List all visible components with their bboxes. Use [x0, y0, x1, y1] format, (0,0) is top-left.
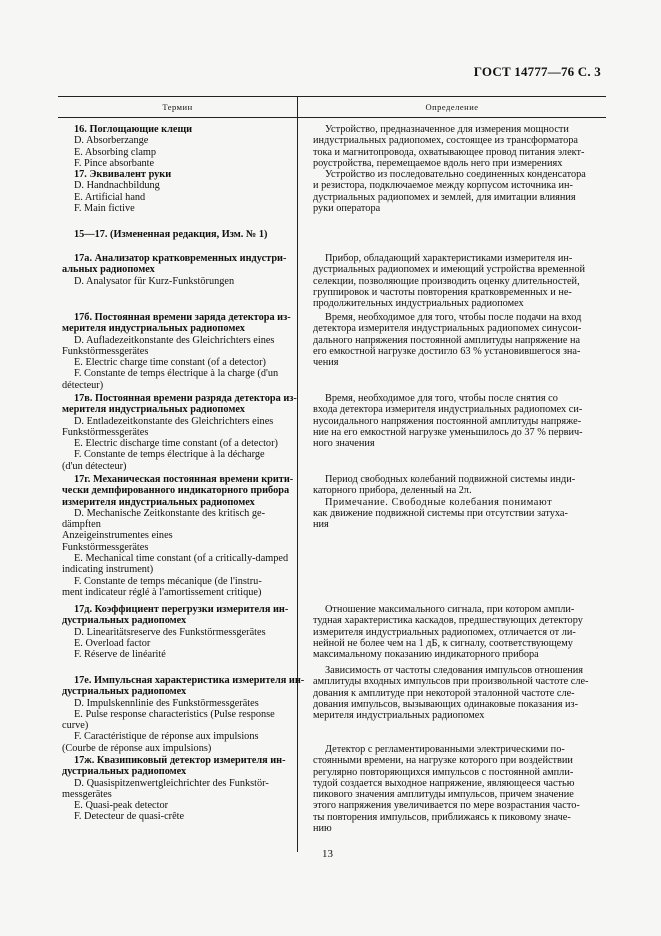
definition-line: ты повторения импульсов, приближаясь к пиковому значе-: [313, 811, 571, 823]
table-top-rule: [58, 96, 606, 97]
definition-line: Отношение максимального сигнала, при котором ампли-: [325, 604, 575, 615]
definition-line: группировок и частоты повторения кратковременных и не-: [313, 286, 572, 298]
term-fr-cont: ment indicateur réglé à l'amortissement critique): [62, 586, 262, 598]
term-17a: [62, 253, 292, 287]
term-en: E. Electric discharge time constant (of a detector): [74, 438, 278, 450]
term-title: 17г. Механическая постоянная времени крити-: [74, 474, 294, 485]
definition-line: дования импульсов, вызывающих одинаковые показания из-: [313, 698, 579, 710]
term-de-cont: Funkstörmessgerätes: [62, 426, 149, 438]
definition-line: мерителя индустриальных радиопомех: [313, 710, 485, 722]
term-en: E. Artificial hand: [74, 191, 146, 203]
term-de-cont: dämpften: [62, 519, 101, 531]
term-17b: [62, 312, 292, 391]
term-fr: F. Caractéristique de réponse aux impulsions: [74, 731, 259, 743]
term-de: D. Aufladezeitkonstante des Gleichrichters eines: [74, 334, 275, 346]
definition-line: дустриальных радиопомех и имеющий устройства временной: [313, 264, 585, 276]
column-header-term: Термин: [162, 102, 193, 112]
term-17e: [62, 675, 305, 754]
term-de: D. Analysator für Kurz-Funkstörungen: [74, 275, 235, 287]
term-de: D. Absorberzange: [74, 135, 149, 147]
term-fr-cont: détecteur): [62, 379, 104, 391]
term-de: D. Impulskennlinie des Funkstörmessgerätes: [74, 697, 259, 709]
term-de-cont: Anzeigeinstrumentes eines: [62, 530, 173, 542]
term-17zh: [62, 755, 292, 823]
term-title: 17а. Анализатор кратковременных индустри-: [74, 253, 287, 264]
definition-line: этого напряжения увеличивается по мере возрастания часто-: [313, 800, 580, 812]
term-title: 17д. Коэффициент перегрузки измерителя ин-: [74, 604, 289, 615]
column-header-definition: Определение: [425, 102, 479, 112]
term-fr: F. Constante de temps électrique à la charge (d'un: [74, 368, 279, 380]
definition-line: Устройство, предназначенное для измерения мощности: [325, 124, 569, 135]
term-en: E. Electric charge time constant (of a detector): [74, 357, 266, 369]
term-17v: [62, 393, 297, 472]
term-en: E. Quasi-peak detector: [74, 800, 169, 812]
definition-line: входа детектора измерителя индустриальных радиопомех си-: [313, 404, 583, 416]
definition-17v: [313, 393, 605, 449]
definition-line: продолжительных индустриальных радиопомех: [313, 298, 524, 310]
term-title: 16. Поглощающие клещи: [74, 124, 193, 135]
term-fr: F. Constante de temps électrique à la décharge: [74, 449, 265, 461]
definition-16: [313, 124, 605, 169]
header-rule: [58, 117, 606, 118]
term-fr: F. Pince absorbante: [74, 157, 155, 169]
definition-17e: [313, 665, 605, 721]
definition-line: роустройства, перемещаемое вдоль него при измерениях: [313, 157, 563, 169]
definition-17g: [313, 474, 605, 530]
definition-line: стоянными времени, на нагрузке которого при воздействии: [313, 755, 573, 767]
definition-line: Устройство из последовательно соединенных конденсатора: [325, 169, 586, 180]
definition-line: Зависимость от частоты следования импульсов отношения: [325, 665, 584, 676]
term-title-cont: чески демпфированного индикаторного прибора: [62, 485, 290, 497]
term-title-cont: измерителя индустриальных радиопомех: [62, 496, 255, 508]
definition-line: дального напряжения постоянной амплитуды напряжение на: [313, 334, 581, 346]
term-title-cont: дустриальных радиопомех: [62, 686, 187, 698]
definition-line: нию: [313, 823, 332, 835]
term-17g: [62, 474, 292, 598]
term-de-cont: Funkstörmessgerätes: [62, 345, 149, 357]
term-en-cont: curve): [62, 720, 89, 732]
definition-line: тудная характеристика каскадов, предшествующих детектору: [313, 615, 583, 627]
term-title-cont: дустриальных радиопомех: [62, 766, 187, 778]
definition-line: дустриальных радиопомех и землей, для имитации влияния: [313, 191, 576, 203]
definition-line: нусоидального напряжения постоянной амплитуды напряже-: [313, 415, 582, 427]
term-de: D. Entladezeitkonstante des Gleichrichters eines: [74, 415, 274, 427]
definition-line: его емкостной нагрузке достигло 63 % установившегося зна-: [313, 345, 581, 357]
definition-line: ния: [313, 519, 329, 531]
term-en: E. Overload factor: [74, 637, 151, 649]
definition-line: нейной не более чем на 1 дБ, к сигналу, соответствующему: [313, 637, 573, 649]
definition-line: измерителя индустриальных радиопомех, отличается от ли-: [313, 626, 576, 638]
page-number: 13: [322, 848, 333, 860]
standard-reference: ГОСТ 14777—76 С. 3: [473, 64, 601, 79]
amendment-note-text: 15—17. (Измененная редакция, Изм. № 1): [74, 229, 268, 240]
term-16: [62, 124, 292, 169]
definition-17zh: [313, 744, 605, 834]
definition-line: Время, необходимое для того, чтобы после снятия со: [325, 393, 558, 404]
definition-line: и резистора, подключаемое между корпусом источника ин-: [313, 180, 573, 192]
term-17: [62, 169, 292, 214]
definition-line: Детектор с регламентированными электрическими по-: [325, 744, 565, 755]
term-en-cont: indicating instrument): [62, 564, 154, 576]
term-title: 17е. Импульсная характеристика измерителя ин-: [74, 675, 305, 686]
term-title: 17в. Постоянная времени разряда детектора из-: [74, 393, 297, 404]
definition-line: ного значения: [313, 438, 375, 450]
definition-line: амплитуды входных импульсов при произвольной частоте сле-: [313, 676, 589, 688]
definition-line: ние на его емкостной нагрузке уменьшилось до 37 % первич-: [313, 426, 583, 438]
definition-line: регулярно повторяющихся импульсов с постоянной ампли-: [313, 766, 574, 778]
term-title-cont: альных радиопомех: [62, 264, 155, 276]
definition-line: руки оператора: [313, 202, 381, 214]
definition-17b: [313, 312, 605, 368]
definition-line: максимальному показанию индикаторного прибора: [313, 649, 539, 661]
term-fr: F. Main fictive: [74, 202, 135, 214]
term-title: 17ж. Квазипиковый детектор измерителя ин-: [74, 755, 286, 766]
definition-line: чения: [313, 357, 339, 369]
definition-line: индустриальных радиопомех, состоящее из трансформатора: [313, 135, 578, 147]
term-fr-cont: (Courbe de réponse aux impulsions): [62, 742, 212, 754]
definition-line: тока и магнитопровода, охватывающее провод питания элект-: [313, 146, 585, 158]
definition-17: [313, 169, 605, 214]
terms-table: [58, 96, 606, 852]
term-de: D. Handnachbildung: [74, 180, 160, 192]
term-de-cont: messgerätes: [62, 788, 112, 800]
column-divider: [297, 96, 298, 852]
amendment-note: [62, 229, 292, 240]
definition-line: дования к амплитуде при некоторой эталонной частоте сле-: [313, 687, 575, 699]
term-de: D. Quasispitzenwertgleichrichter des Funkstör-: [74, 777, 269, 789]
term-title: 17б. Постоянная времени заряда детектора из-: [74, 312, 291, 323]
term-en: E. Absorbing clamp: [74, 146, 157, 158]
definition-line: тудой создается выходное напряжение, являющееся частью: [313, 777, 575, 789]
note-line: Примечание. Свободные колебания понимают: [325, 496, 553, 508]
term-title: 17. Эквивалент руки: [74, 169, 172, 180]
term-fr: F. Réserve de linéarité: [74, 649, 166, 661]
term-fr: F. Constante de temps mécanique (de l'instru-: [74, 575, 262, 587]
term-de: D. Linearitätsreserve des Funkstörmessgerätes: [74, 626, 266, 638]
definition-line: Прибор, обладающий характеристиками измерителя ин-: [325, 253, 573, 264]
definition-17a: [313, 253, 605, 309]
definition-line: Период свободных колебаний подвижной системы инди-: [325, 474, 576, 485]
term-de-cont: Funkstörmessgerätes: [62, 541, 149, 553]
definition-line: селекции, позволяющие производить оценку длительностей,: [313, 275, 580, 287]
definition-line: детектора измерителя индустриальных радиопомех синусои-: [313, 323, 582, 335]
term-17d: [62, 604, 292, 660]
term-title-cont: мерителя индустриальных радиопомех: [62, 404, 245, 416]
term-en: E. Pulse response characteristics (Pulse response: [74, 708, 275, 720]
term-de: D. Mechanische Zeitkonstante des kritisch ge-: [74, 507, 266, 519]
term-en: E. Mechanical time constant (of a critically-damped: [74, 553, 289, 565]
definition-line: пикового значения амплитуды импульсов, причем значение: [313, 789, 574, 801]
term-title-cont: мерителя индустриальных радиопомех: [62, 323, 245, 335]
term-title-cont: дустриальных радиопомех: [62, 615, 187, 627]
definition-17d: [313, 604, 605, 660]
definition-line: каторного прибора, деленный на 2π.: [313, 485, 472, 497]
term-fr-cont: (d'un détecteur): [62, 460, 127, 472]
definition-line: как движение подвижной системы при отсутствии затуха-: [313, 507, 568, 519]
term-fr: F. Detecteur de quasi-crête: [74, 811, 185, 823]
definition-line: Время, необходимое для того, чтобы после подачи на вход: [325, 312, 582, 323]
